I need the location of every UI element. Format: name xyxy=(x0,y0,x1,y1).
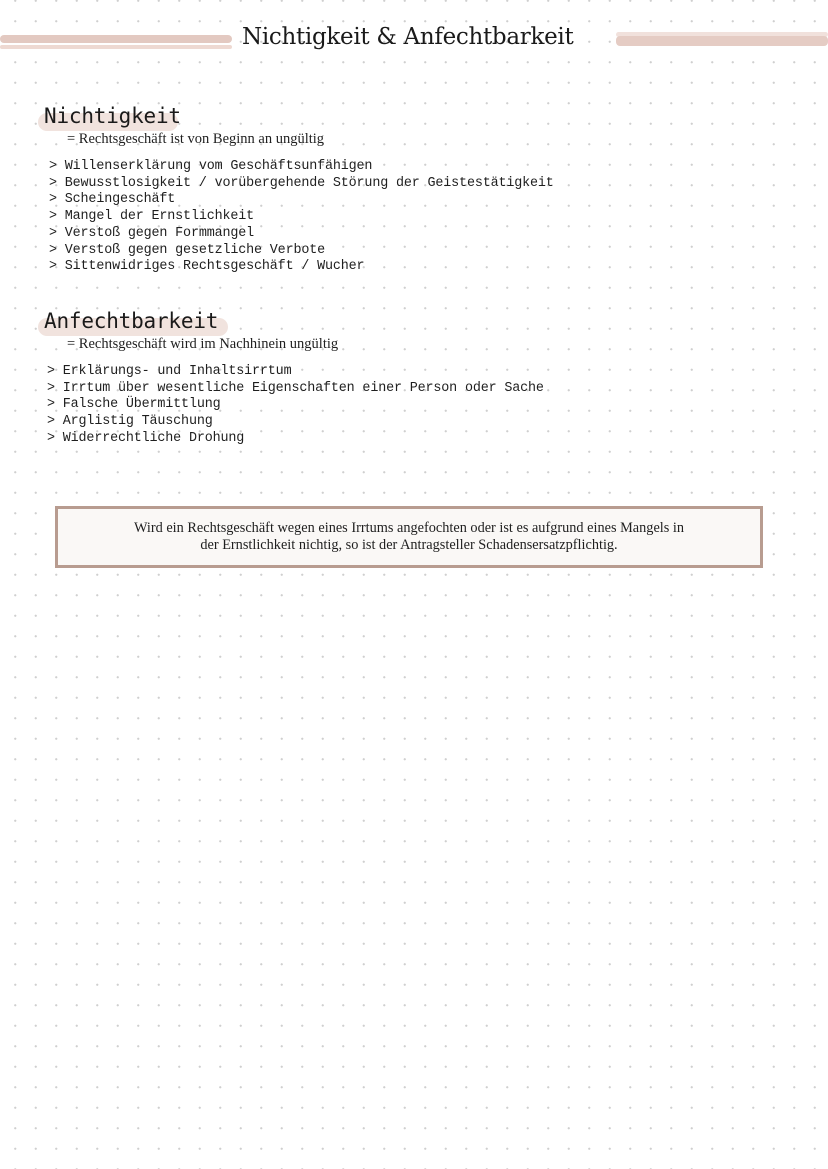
list-item: > Irrtum über wesentliche Eigenschaften einer Person oder Sache xyxy=(47,380,544,396)
list-item: > Arglistig Täuschung xyxy=(47,414,213,430)
list-item: > Scheingeschäft xyxy=(49,192,176,208)
criteria-list xyxy=(49,159,554,276)
section-anfechtbarkeit xyxy=(44,309,218,333)
list-item: > Sittenwidriges Rechtsgeschäft / Wucher xyxy=(49,259,365,275)
title-left-decor xyxy=(0,35,232,43)
title-right-decor xyxy=(616,36,828,46)
note-box xyxy=(55,506,763,568)
list-item: > Erklärungs- und Inhaltsirrtum xyxy=(47,364,292,379)
section-heading: Nichtigkeit xyxy=(44,104,181,128)
note-line: der Ernstlichkeit nichtig, so ist der Antragsteller Schadensersatzpflichtig. xyxy=(200,537,618,553)
section-nichtigkeit xyxy=(44,104,181,128)
section-heading: Anfechtbarkeit xyxy=(44,309,219,333)
criteria-list xyxy=(47,364,544,448)
title-underline-decor xyxy=(0,45,232,49)
list-item: > Falsche Übermittlung xyxy=(47,397,221,413)
page-title: Nichtigkeit & Anfechtbarkeit xyxy=(242,24,574,50)
note-line: Wird ein Rechtsgeschäft wegen eines Irrtums angefochten oder ist es aufgrund eines Mangels in xyxy=(133,520,685,536)
list-item: > Widerrechtliche Drohung xyxy=(47,430,245,446)
list-item: > Mangel der Ernstlichkeit xyxy=(49,209,255,225)
list-item: > Bewusstlosigkeit / vorübergehende Störung der Geistestätigkeit xyxy=(49,175,554,191)
note-text xyxy=(64,520,754,554)
section-definition: = Rechtsgeschäft wird im Nachhinein ungültig xyxy=(67,336,339,352)
section-definition: = Rechtsgeschäft ist von Beginn an ungültig xyxy=(67,131,325,147)
list-item: > Willenserklärung vom Geschäftsunfähigen xyxy=(49,159,373,174)
list-item: > Verstoß gegen gesetzliche Verbote xyxy=(49,242,325,258)
list-item: > Verstoß gegen Formmangel xyxy=(49,225,255,241)
